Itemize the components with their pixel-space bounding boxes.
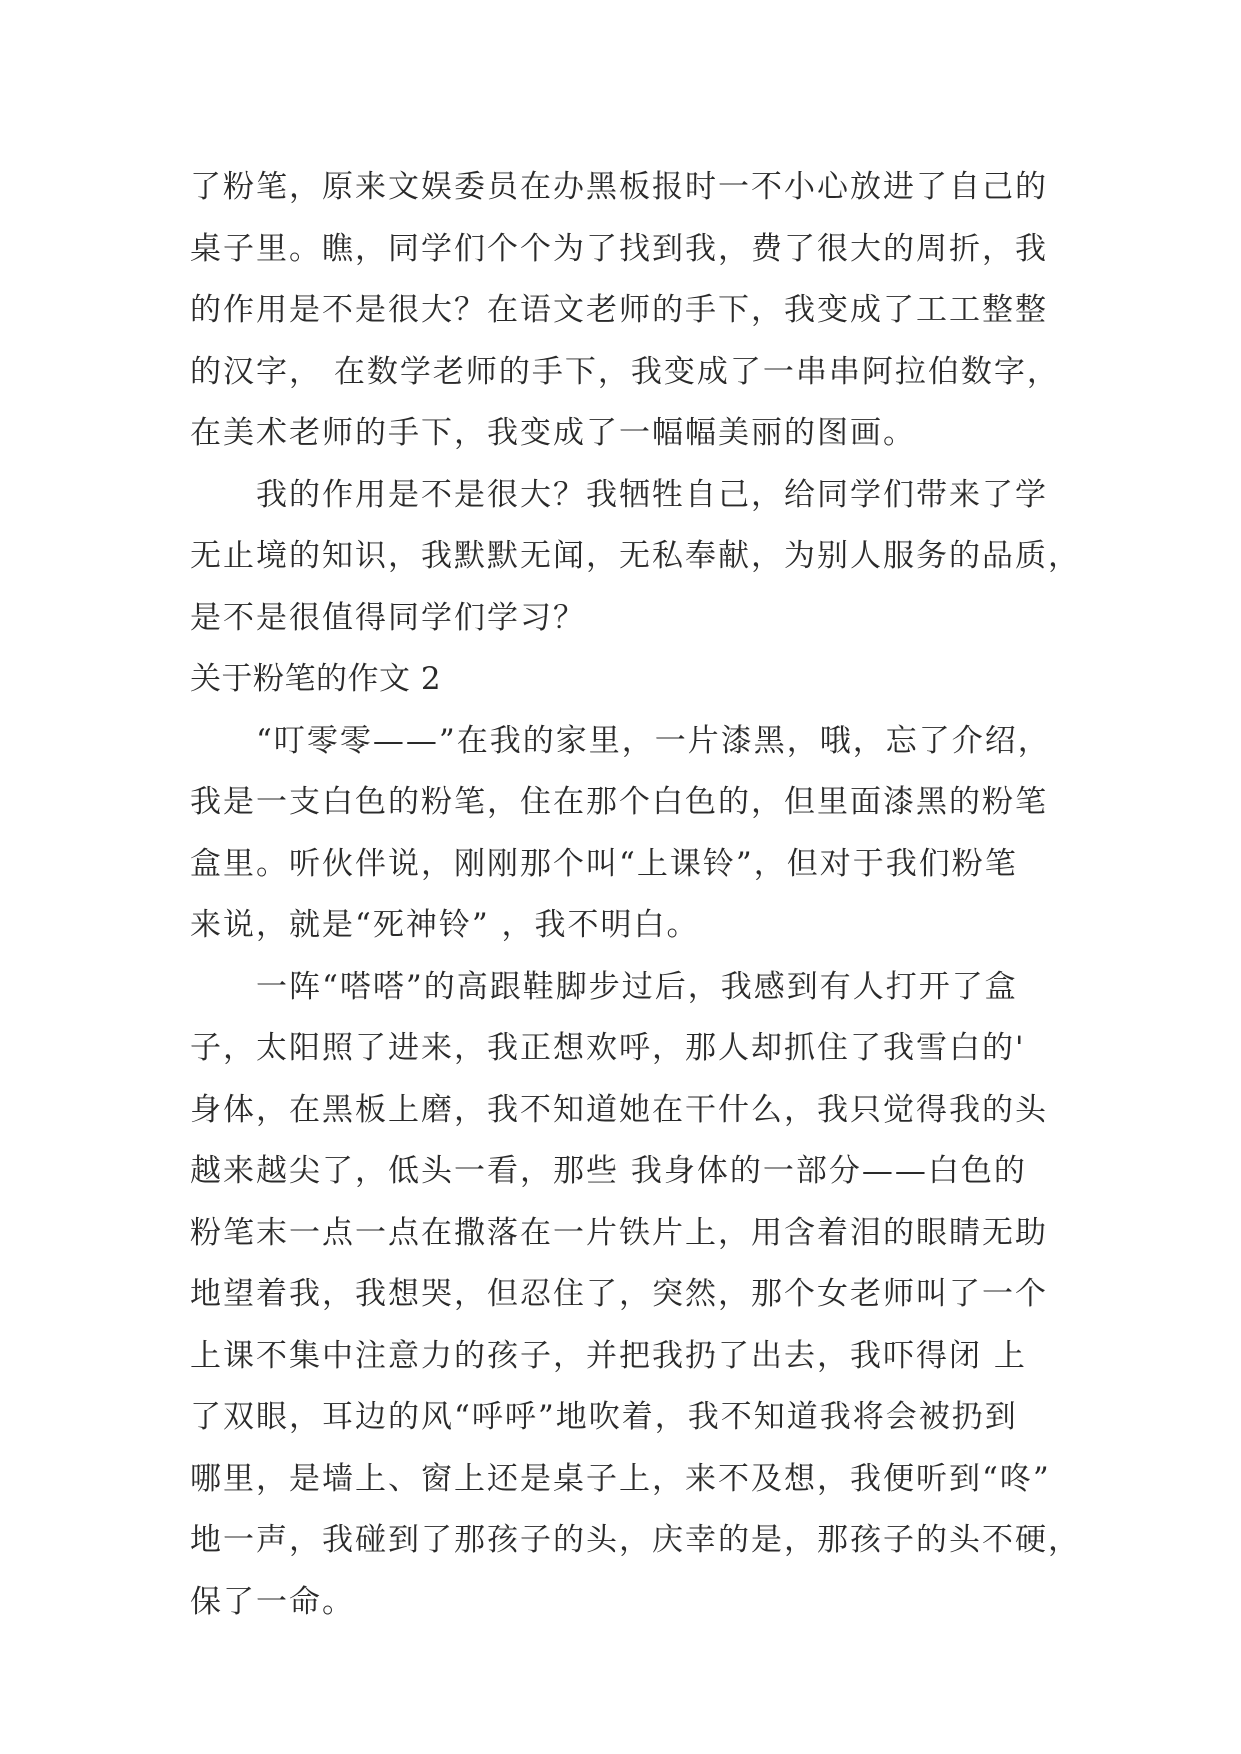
paragraph-first-line: “叮零零——”在我的家里，一片漆黑，哦，忘了介绍， [256, 722, 1051, 759]
section-heading: 关于粉笔的作文 2 [190, 661, 442, 697]
text-line: 桌子里。瞧，同学们个个为了找到我，费了很大的周折，我 [190, 230, 1048, 267]
text-line: 盒里。听伙伴说，刚刚那个叫“上课铃”，但对于我们粉笔 [190, 845, 1018, 882]
text-line: 上课不集中注意力的孩子，并把我扔了出去，我吓得闭 上 [190, 1337, 1027, 1374]
text-line: 来说，就是“死神铃” ，我不明白。 [190, 907, 700, 943]
text-line: 无止境的知识，我默默无闻，无私奉献，为别人服务的品质， [190, 538, 1081, 574]
text-line: 我是一支白色的粉笔，住在那个白色的，但里面漆黑的粉笔 [190, 784, 1048, 820]
text-line: 哪里，是墙上、窗上还是桌子上，来不及想，我便听到“咚” [190, 1460, 1051, 1497]
text-line: 是不是很值得同学们学习？ [190, 599, 586, 636]
text-line: 身体，在黑板上磨，我不知道她在干什么，我只觉得我的头 [190, 1091, 1048, 1128]
text-line: 越来越尖了，低头一看，那些 我身体的一部分——白色的 [190, 1153, 1027, 1189]
text-line: 地一声，我碰到了那孩子的头，庆幸的是，那孩子的头不硬， [190, 1522, 1081, 1558]
text-line: 在美术老师的手下，我变成了一幅幅美丽的图画。 [190, 415, 916, 451]
text-line: 地望着我，我想哭，但忍住了，突然，那个女老师叫了一个 [190, 1276, 1048, 1312]
text-line: 的作用是不是很大？在语文老师的手下，我变成了工工整整 [190, 292, 1048, 328]
text-line: 保了一命。 [190, 1583, 355, 1620]
paragraph-first-line: 一阵“嗒嗒”的高跟鞋脚步过后，我感到有人打开了盒 [256, 968, 1018, 1005]
text-line: 的汉字， 在数学老师的手下，我变成了一串串阿拉伯数字， [190, 353, 1060, 390]
document-body [190, 157, 1081, 1633]
text-line: 子，太阳照了进来，我正想欢呼，那人却抓住了我雪白的' [190, 1030, 1026, 1066]
text-line: 了双眼，耳边的风“呼呼”地吹着，我不知道我将会被扔到 [190, 1399, 1018, 1435]
text-line: 粉笔末一点一点在撒落在一片铁片上，用含着泪的眼睛无助 [190, 1214, 1048, 1251]
text-line: 了粉笔，原来文娱委员在办黑板报时一不小心放进了自己的 [190, 169, 1048, 205]
paragraph-first-line: 我的作用是不是很大？我牺牲自己，给同学们带来了学 [256, 476, 1048, 513]
